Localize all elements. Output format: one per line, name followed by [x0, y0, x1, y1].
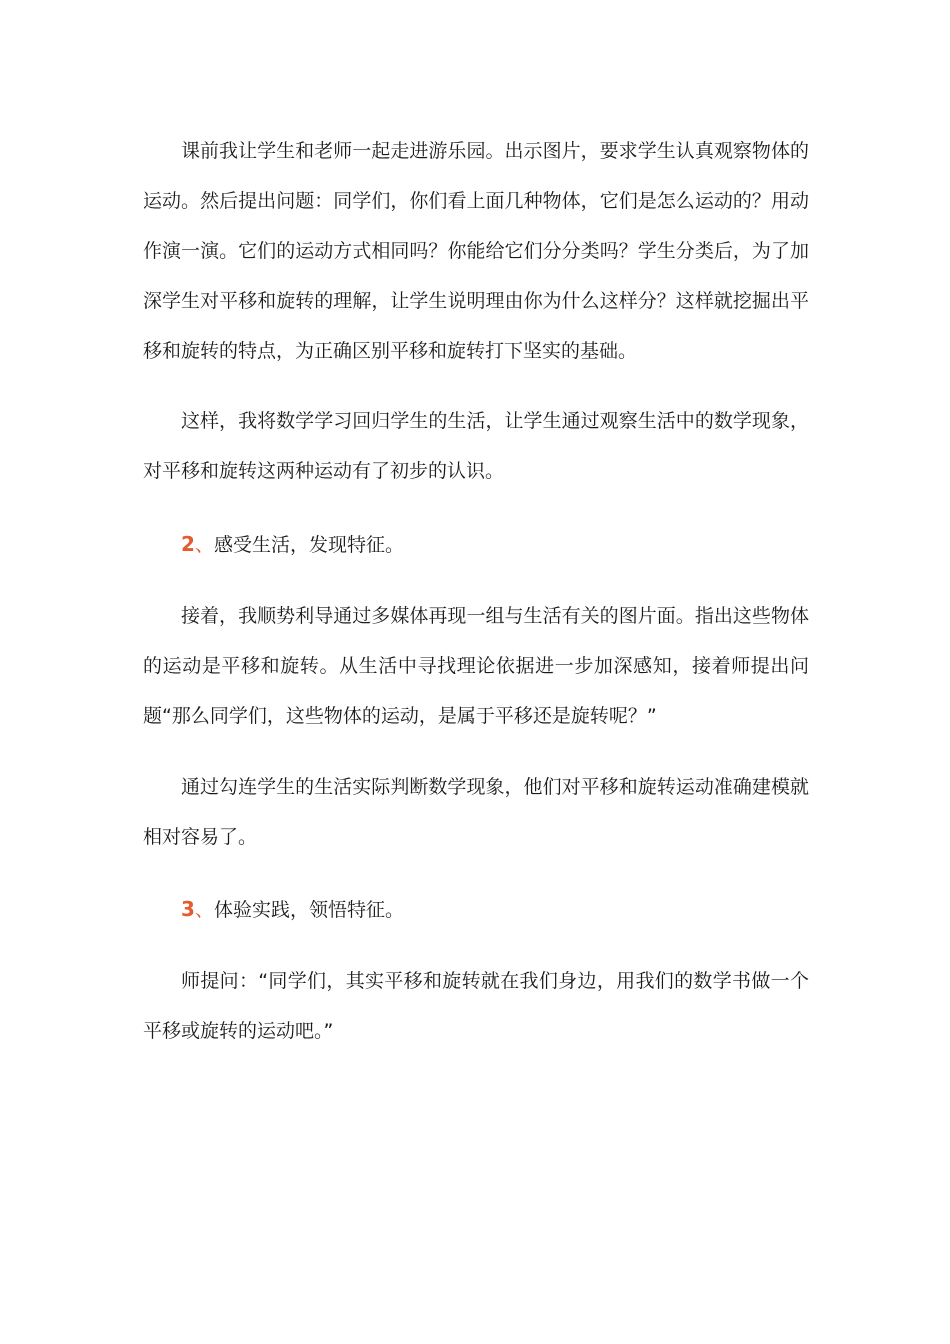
paragraph-teacher-question: 师提问：“同学们，其实平移和旋转就在我们身边，用我们的数学书做一个平移或旋转的运动吧。”: [143, 970, 809, 1042]
paragraph-modeling: 通过勾连学生的生活实际判断数学现象，他们对平移和旋转运动准确建模就相对容易了。: [143, 776, 809, 848]
section-heading-3: [181, 884, 404, 935]
paragraph-life-connection: 这样，我将数学学习回归学生的生活，让学生通过观察生活中的数学现象，对平移和旋转这两种运动有了初步的认识。: [143, 410, 809, 482]
heading-number: 2: [181, 532, 195, 556]
section-heading-2: [181, 519, 404, 570]
heading-separator: 、: [194, 899, 214, 921]
heading-text: 感受生活，发现特征。: [213, 534, 404, 556]
heading-text: 体验实践，领悟特征。: [213, 899, 404, 921]
heading-number: 3: [181, 897, 195, 921]
heading-separator: 、: [194, 534, 214, 556]
paragraph-multimedia: 接着，我顺势利导通过多媒体再现一组与生活有关的图片面。指出这些物体的运动是平移和旋转。从生活中寻找理论依据进一步加深感知，接着师提出问题“那么同学们，这些物体的运动，是属于平移还是旋转呢？”: [143, 605, 809, 727]
paragraph-classroom-intro: 课前我让学生和老师一起走进游乐园。出示图片，要求学生认真观察物体的运动。然后提出问题：同学们，你们看上面几种物体，它们是怎么运动的？用动作演一演。它们的运动方式相同吗？你能给它们分分类吗？学生分类后，为了加深学生对平移和旋转的理解，让学生说明理由你为什么这样分？这样就挖掘出平移和旋转的特点，为正确区别平移和旋转打下坚实的基础。: [143, 140, 809, 362]
